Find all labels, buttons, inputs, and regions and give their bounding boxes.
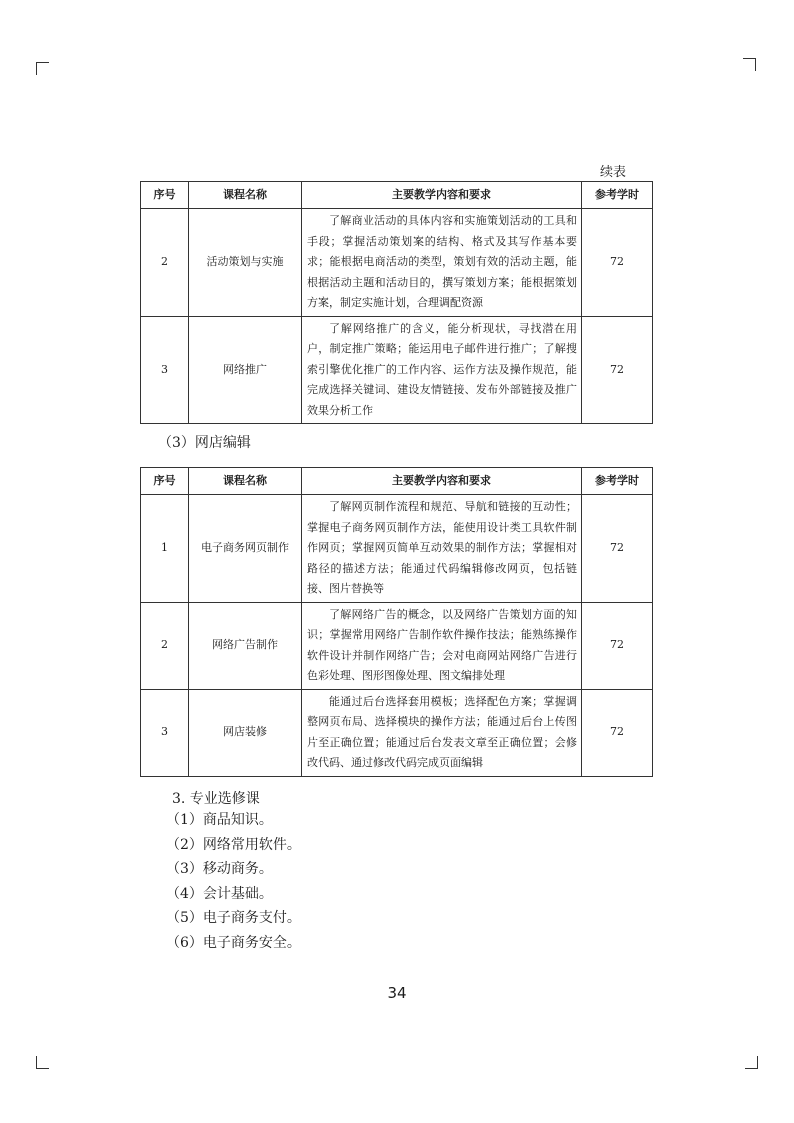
list-item: （5）电子商务支付。 bbox=[166, 910, 301, 926]
course-content: 能通过后台选择套用模板；选择配色方案；掌握调整网页布局、选择模块的操作方法；能通过后台上传图片至正确位置；能通过后台发表文章至正确位置；会修改代码、通过修改代码完成页面编辑 bbox=[302, 689, 582, 776]
course-table-online-store bbox=[140, 467, 653, 777]
row-number: 3 bbox=[141, 689, 189, 776]
header-course-name: 课程名称 bbox=[189, 468, 302, 495]
row-number: 2 bbox=[141, 209, 189, 317]
list-item: （4）会计基础。 bbox=[166, 885, 273, 902]
page-number: 34 bbox=[387, 984, 407, 1002]
header-hours: 参考学时 bbox=[582, 468, 653, 495]
row-number: 2 bbox=[141, 602, 189, 689]
crop-mark-bottom-right bbox=[745, 1056, 758, 1069]
course-name: 网络推广 bbox=[189, 316, 302, 424]
course-hours: 72 bbox=[582, 209, 653, 317]
course-content: 了解商业活动的具体内容和实施策划活动的工具和手段；掌握活动策划案的结构、格式及其写作基本要求；能根据电商活动的类型，策划有效的活动主题，能根据活动主题和活动目的，撰写策划方案；能根据策划方案，制定实施计划，合理调配资源 bbox=[302, 209, 582, 317]
continued-table-label: 续表 bbox=[600, 165, 627, 180]
course-table-continued bbox=[140, 181, 653, 424]
list-item: （1）商品知识。 bbox=[166, 812, 273, 828]
crop-mark-bottom-left bbox=[36, 1056, 49, 1069]
row-number: 1 bbox=[141, 495, 189, 603]
row-number: 3 bbox=[141, 316, 189, 424]
list-item: （3）移动商务。 bbox=[166, 861, 273, 877]
table-row bbox=[141, 316, 653, 424]
header-content: 主要教学内容和要求 bbox=[302, 182, 582, 209]
table-header-row bbox=[141, 468, 653, 495]
course-hours: 72 bbox=[582, 316, 653, 424]
section-heading-online-store-editing: （3）网店编辑 bbox=[158, 435, 251, 451]
header-content: 主要教学内容和要求 bbox=[302, 468, 582, 495]
course-name: 电子商务网页制作 bbox=[189, 495, 302, 603]
course-hours: 72 bbox=[582, 602, 653, 689]
course-content: 了解网络广告的概念，以及网络广告策划方面的知识；掌握常用网络广告制作软件操作技法；能熟练操作软件设计并制作网络广告；会对电商网站网络广告进行色彩处理、图形图像处理、图文编排处理 bbox=[302, 602, 582, 689]
header-number: 序号 bbox=[141, 468, 189, 495]
table-header-row bbox=[141, 182, 653, 209]
course-hours: 72 bbox=[582, 495, 653, 603]
table-row bbox=[141, 689, 653, 776]
table-row bbox=[141, 495, 653, 603]
course-name: 网店装修 bbox=[189, 689, 302, 776]
header-hours: 参考学时 bbox=[582, 182, 653, 209]
header-course-name: 课程名称 bbox=[189, 182, 302, 209]
course-name: 活动策划与实施 bbox=[189, 209, 302, 317]
list-item: （6）电子商务安全。 bbox=[166, 934, 301, 951]
elective-course-list bbox=[166, 808, 301, 955]
crop-mark-top-left bbox=[36, 62, 49, 75]
table-row bbox=[141, 209, 653, 317]
course-name: 网络广告制作 bbox=[189, 602, 302, 689]
list-item: （2）网络常用软件。 bbox=[166, 836, 301, 853]
course-hours: 72 bbox=[582, 689, 653, 776]
crop-mark-top-right bbox=[743, 58, 756, 71]
course-content: 了解网络推广的含义，能分析现状，寻找潜在用户，制定推广策略；能运用电子邮件进行推广；了解搜索引擎优化推广的工作内容、运作方法及操作规范，能完成选择关键词、建设友情链接、发布外部链接及推广效果分析工作 bbox=[302, 316, 582, 424]
table-row bbox=[141, 602, 653, 689]
subsection-title-electives: 3. 专业选修课 bbox=[172, 791, 260, 807]
header-number: 序号 bbox=[141, 182, 189, 209]
course-content: 了解网页制作流程和规范、导航和链接的互动性；掌握电子商务网页制作方法，能使用设计类工具软件制作网页；掌握网页简单互动效果的制作方法；掌握相对路径的描述方法；能通过代码编辑修改网页，包括链接、图片替换等 bbox=[302, 495, 582, 603]
